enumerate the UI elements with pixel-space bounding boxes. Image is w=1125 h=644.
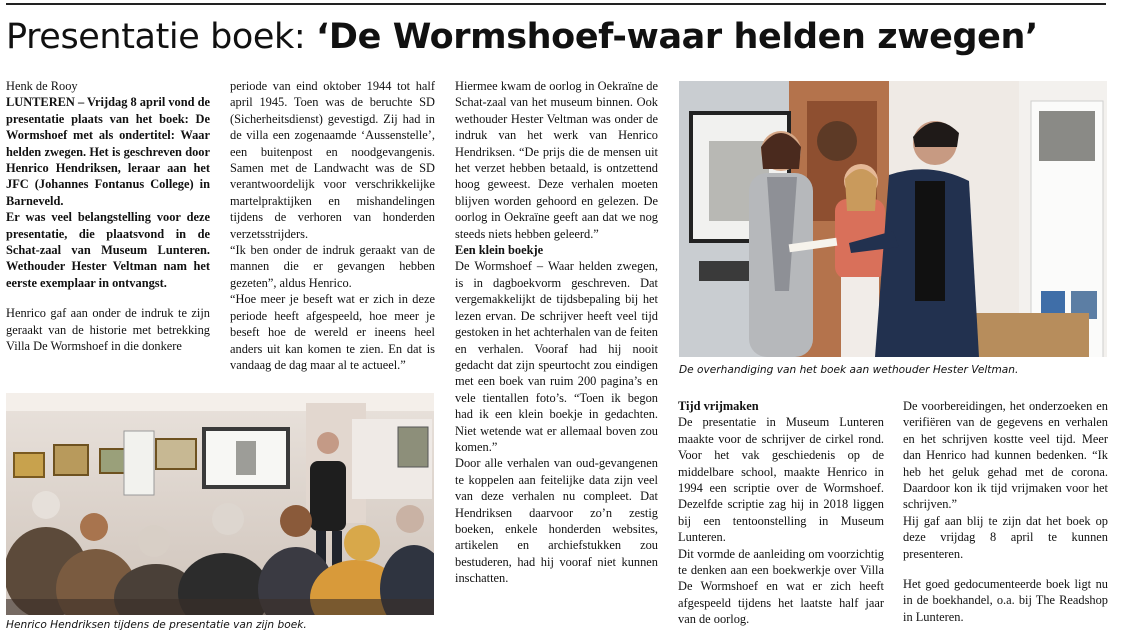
column-4 (678, 398, 884, 628)
lead-paragraph: LUNTEREN – Vrijdag 8 april vond de presentatie plaats van het boek: De Wormshoef met als ondertitel: Waar helden zwegen. Het is geschreven door Henrico Hendriksen, leraar aan het JFC (Johannes Fontanus College) in Barneveld. (6, 95, 211, 208)
handover-photo (679, 81, 1107, 357)
column-5 (903, 398, 1108, 625)
column-3 (455, 78, 658, 587)
byline: Henk de Rooy (6, 79, 78, 93)
body-paragraph: De presentatie in Museum Lunteren maakte voor de schrijver de cirkel rond. Voor het vak geschiedenis op de middelbare school, maakte Henrico in 1994 een scriptie over de Wormshoef. Dezelfde scriptie zag hij in 2018 liggen bij een tentoonstelling in Museum Lunteren. (678, 415, 884, 545)
body-paragraph: Dit vormde de aanleiding om voorzichtig te denken aan een boekwerkje over Villa De Wormshoef en wat er zich heeft afgespeeld tijdens het laatste half jaar van de oorlog. (678, 546, 884, 627)
headline-prefix: Presentatie boek: (6, 17, 317, 57)
lead-paragraph-2: Er was veel belangstelling voor deze presentatie, die plaatsvond in de Schat-zaal van Museum Lunteren. Wethouder Hester Veltman nam het eerste exemplaar in ontvangst. (6, 210, 210, 290)
column-2 (230, 78, 435, 373)
body-paragraph: periode van eind oktober 1944 tot half april 1945. Toen was de beruchte SD (Sicherheitsdienst) gevestigd. Zij had in de villa een zogenaamde ‘Aussenstelle’, een buitenpost en noodgevangenis. Samen met de Landwacht was de SD verantwoordelijk voor verschrikkelijke martelpraktijken en mishandelingen tijdens de verhoren van honderden verzetsstrijders. (230, 79, 435, 241)
subheading: Tijd vrijmaken (678, 399, 759, 413)
body-paragraph: Henrico gaf aan onder de indruk te zijn geraakt van de historie met betrekking Villa De Wormshoef in die donkere (6, 306, 210, 354)
presentation-photo (6, 393, 434, 615)
body-paragraph: “Ik ben onder de indruk geraakt van de mannen die er gevangen hebben gezeten”, aldus Henrico. (230, 243, 435, 290)
headline-title: ‘De Wormshoef-waar helden zwegen’ (316, 17, 1038, 57)
body-paragraph: Hiermee kwam de oorlog in Oekraïne de Schat-zaal van het museum binnen. Ook wethouder Hester Veltman was onder de indruk van het werk van Henrico Hendriksen. “De prijs die de mensen uit het verzet hebben betaald, is ontzettend hoog geweest. Deze verhalen moeten blijven worden gehoord en gelezen. De oorlog in Oekraïne geeft aan dat we nog steeds niets hebben geleerd.” (455, 79, 658, 241)
headline (6, 15, 1038, 59)
top-rule (6, 3, 1106, 5)
body-paragraph: Door alle verhalen van oud-gevangenen te koppelen aan feitelijke data zijn veel van deze verhalen nu compleet. Dat Hendriksen daarvoor zo’n zestig boeken, enkele honderden websites, artikelen en archiefstukken zou bestuderen, had hij vooraf niet kunnen inschatten. (455, 456, 658, 586)
body-paragraph: De Wormshoef – Waar helden zwegen, is in dagboekvorm geschreven. Dat vergemakkelijkt de tijdsbepaling bij het lezen ervan. De schrijver heeft veel tijd gestoken in het achterhalen van de feiten en verhalen. Vooraf had hij nooit gedacht dat zijn speurtocht zou eindigen met een boek van ruim 200 pagina’s en vele tientallen foto’s. “Toen ik begon had ik een klein boekje in gedachten. Niet wetende wat er allemaal boven zou komen.” (455, 259, 658, 454)
body-paragraph: Hij gaf aan blij te zijn dat het boek op deze vrijdag 8 april te kunnen presenteren. (903, 513, 1108, 561)
subheading: Een klein boekje (455, 243, 544, 258)
caption-presentation-photo: Henrico Hendriksen tijdens de presentatie van zijn boek. (6, 619, 307, 631)
body-paragraph: Het goed gedocumenteerde boek ligt nu in de boekhandel, o.a. bij The Readshop in Lunteren. (903, 577, 1108, 624)
body-paragraph: “Hoe meer je beseft wat er zich in deze periode heeft afgespeeld, hoe meer je beseft hoe de wereld er ineens heel anders uit kan komen te zien. En dat is vandaag de dag maar al te actueel.” (230, 292, 435, 372)
body-paragraph: De voorbereidingen, het onderzoeken en verifiëren van de gegevens en verhalen en het schrijven kostte veel tijd. Meer dan Henrico had kunnen bedenken. “Ik heb het geluk gehad met de corona. Daardoor kon ik tijd vrijmaken voor het schrijven.” (903, 399, 1108, 512)
column-1 (6, 78, 210, 355)
caption-handover-photo: De overhandiging van het boek aan wethouder Hester Veltman. (679, 364, 1019, 376)
